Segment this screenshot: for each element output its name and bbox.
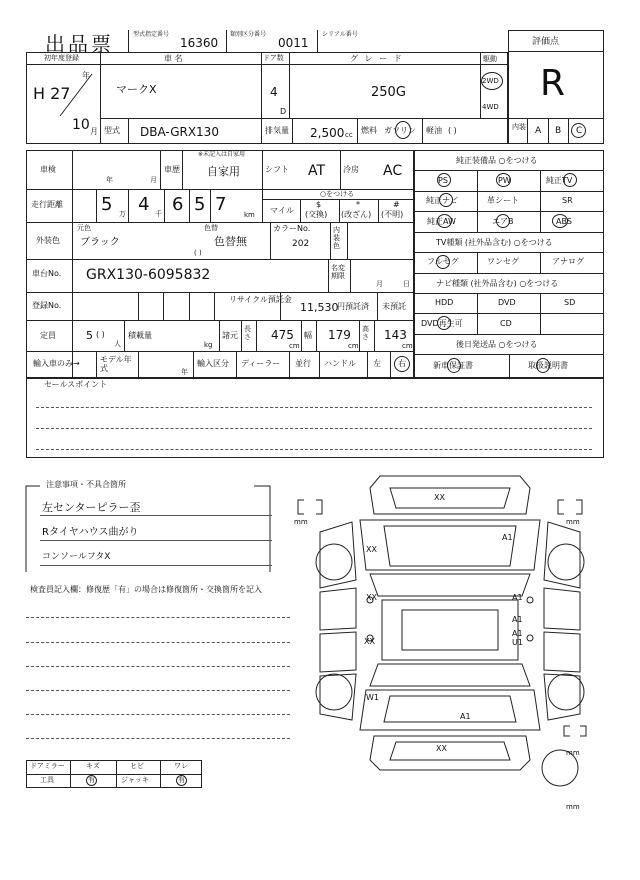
altered-symbol: * bbox=[356, 200, 360, 209]
equipment-leather: 革シート bbox=[487, 196, 519, 205]
displacement-label: 排気量 bbox=[265, 126, 289, 135]
registration-label: 登録No. bbox=[32, 301, 62, 310]
altered-label: (改ざん) bbox=[341, 210, 372, 219]
displacement-value: 2,500 bbox=[310, 126, 345, 140]
mileage-man-label: 万 bbox=[119, 210, 126, 218]
name-change-label: 名変期限 bbox=[331, 264, 345, 281]
color-number: 202 bbox=[292, 239, 310, 249]
import-dealer: ディーラー bbox=[241, 359, 281, 368]
navi-dvd-play: DVD再生可 bbox=[421, 319, 463, 328]
dimension-label: 諸元 bbox=[222, 331, 238, 340]
chassis-number: GRX130-6095832 bbox=[86, 267, 211, 283]
mileage-circle-note: ○をつける bbox=[320, 190, 355, 198]
equipment-navi-circle bbox=[439, 193, 453, 207]
interior-c: C bbox=[576, 126, 583, 136]
note-line-2: Rタイヤハウス曲がり bbox=[42, 527, 139, 538]
serial-number-label: シリアル番号 bbox=[322, 31, 358, 38]
width-label: 幅 bbox=[304, 331, 312, 340]
mile-label: マイル bbox=[270, 206, 294, 215]
note-line-3: コンソールフタX bbox=[42, 552, 111, 562]
equipment-ps-circle bbox=[437, 173, 451, 187]
damage-rear-bumper: XX bbox=[436, 744, 447, 753]
equipment-navi: 純正ナビ bbox=[426, 196, 458, 205]
equipment-aw-circle bbox=[437, 214, 452, 228]
unknown-label: (不明) bbox=[381, 210, 404, 219]
mileage-sen-label: 千 bbox=[155, 210, 162, 218]
name-change-day: 日 bbox=[403, 280, 410, 288]
mileage-label: 走行距離 bbox=[31, 200, 63, 209]
interior-a: A bbox=[535, 126, 542, 136]
mileage-unit: km bbox=[244, 211, 255, 219]
tv-fullseg: フルセグ bbox=[427, 257, 459, 266]
height-value: 143 bbox=[384, 328, 407, 342]
doors-label: ドア数 bbox=[263, 54, 284, 62]
length-unit: cm bbox=[289, 342, 300, 350]
category-number: 0011 bbox=[278, 36, 309, 50]
history-value: 自家用 bbox=[207, 165, 240, 178]
equipment-tv-circle bbox=[563, 173, 577, 187]
interior-c-circle bbox=[571, 123, 586, 138]
tools-label: 工具 bbox=[40, 776, 54, 784]
width-unit: cm bbox=[348, 342, 359, 350]
inspector-label: 検査員記入欄：修復歴「有」の場合は修復箇所・交換箇所を記入 bbox=[30, 585, 262, 594]
history-label: 車歴 bbox=[164, 165, 180, 174]
later-warranty-circle bbox=[447, 358, 461, 373]
handle-left: 左 bbox=[373, 359, 381, 368]
recycle-unit: 円預託済 bbox=[337, 302, 369, 311]
import-type-label: 輸入区分 bbox=[197, 359, 229, 368]
load-unit: kg bbox=[204, 341, 213, 349]
ac-value: AC bbox=[383, 163, 403, 179]
exchange-symbol: $ bbox=[316, 200, 322, 209]
damage-right-pillar: A1 bbox=[512, 615, 523, 624]
mileage-digit-4: 5 bbox=[194, 194, 206, 215]
grade-points-label: 評価点 bbox=[532, 37, 560, 47]
note-line-1: 左センターピラー歪 bbox=[42, 501, 141, 514]
first-registration-label: 初年度登録 bbox=[44, 54, 79, 62]
capacity-paren: ( ) bbox=[96, 330, 105, 339]
grade-value: 250G bbox=[371, 85, 406, 100]
damage-left-rear-door: XX bbox=[364, 637, 375, 646]
later-warranty: 新車保証書 bbox=[433, 361, 473, 370]
sales-point-label: セールスポイント bbox=[44, 380, 108, 389]
height-unit: cm bbox=[402, 342, 413, 350]
color-change-label: 色替 bbox=[204, 224, 218, 232]
tools-broken: ワレ bbox=[174, 762, 188, 770]
shaken-month-label: 月 bbox=[150, 176, 157, 184]
jack-present: 有 bbox=[178, 776, 185, 784]
name-change-month: 月 bbox=[376, 280, 383, 288]
tv-analog: アナログ bbox=[552, 257, 584, 266]
equipment-pw: PW bbox=[498, 176, 511, 185]
navi-dvd: DVD bbox=[498, 298, 516, 307]
capacity-value: 5 bbox=[86, 329, 93, 342]
mileage-digit-1: 5 bbox=[101, 194, 113, 215]
shaken-label: 車検 bbox=[40, 165, 56, 174]
mm-spare: mm bbox=[566, 803, 580, 811]
equipment-airbag-circle bbox=[496, 214, 510, 228]
tv-header: TV種類 (社外品含む) ○をつける bbox=[436, 238, 553, 247]
shaken-year-label: 年 bbox=[106, 176, 113, 184]
damage-right-rear-door: A1 U1 bbox=[512, 629, 523, 647]
import-parallel: 並行 bbox=[295, 359, 311, 368]
fuel-label: 燃料 bbox=[361, 126, 377, 135]
equipment-aw: 純正AW bbox=[427, 217, 456, 226]
type-label: 型式 bbox=[104, 126, 120, 135]
handle-right: 右 bbox=[398, 359, 406, 368]
category-number-label: 類別区分番号 bbox=[230, 31, 267, 38]
doors-value: 4 bbox=[270, 85, 278, 99]
jack-present-circle bbox=[176, 775, 187, 786]
model-year-unit: 年 bbox=[181, 368, 188, 376]
interior-b: B bbox=[555, 126, 562, 136]
damage-left-rear-fender: W1 bbox=[366, 693, 379, 702]
interior-label: 内装 bbox=[512, 123, 526, 131]
later-header: 後日発送品 ○をつける bbox=[456, 340, 538, 349]
color-change-value: 色替無 bbox=[214, 235, 247, 248]
later-manual: 取扱説明書 bbox=[528, 361, 568, 370]
mileage-digit-3: 6 bbox=[172, 194, 184, 215]
mileage-digit-2: 4 bbox=[138, 194, 150, 215]
handle-right-circle bbox=[394, 356, 410, 372]
length-value: 475 bbox=[271, 328, 294, 342]
first-reg-year-label: 年 bbox=[82, 71, 90, 80]
original-color-label: 元色 bbox=[77, 224, 91, 232]
shift-value: AT bbox=[308, 163, 326, 179]
displacement-unit: cc bbox=[345, 131, 353, 139]
width-value: 179 bbox=[328, 328, 351, 342]
tools-door-mirror: ドアミラー bbox=[30, 762, 65, 770]
original-color: ブラック bbox=[80, 237, 120, 248]
history-note: ※未記入は自家用 bbox=[198, 151, 246, 158]
type-value: DBA-GRX130 bbox=[140, 125, 219, 139]
later-manual-circle bbox=[536, 358, 550, 373]
import-label: 輸入車のみ→ bbox=[33, 359, 80, 368]
tv-fullseg-circle bbox=[436, 255, 450, 269]
car-name-label: 車 名 bbox=[164, 54, 183, 63]
notes-label: 注意事項・不具合箇所 bbox=[46, 480, 126, 489]
unknown-symbol: # bbox=[393, 200, 400, 209]
shift-label: シフト bbox=[265, 165, 289, 174]
tools-present-circle bbox=[86, 775, 97, 786]
color-number-label: カラーNo. bbox=[273, 224, 311, 233]
first-reg-era: H 27 bbox=[33, 84, 71, 103]
first-reg-month-label: 月 bbox=[90, 127, 98, 136]
mileage-digit-5: 7 bbox=[215, 194, 227, 215]
equipment-ps: PS bbox=[438, 176, 448, 185]
fuel-circle bbox=[395, 121, 411, 139]
car-name: マークX bbox=[116, 83, 157, 96]
fuel-other: ( ) bbox=[448, 126, 457, 135]
drive-label: 駆動 bbox=[483, 55, 497, 63]
navi-header: ナビ種類 (社外品含む) ○をつける bbox=[436, 279, 559, 288]
tools-crack: ヒビ bbox=[130, 762, 144, 770]
exterior-color-label: 外装色 bbox=[36, 236, 60, 245]
tools-scratch: キズ bbox=[86, 762, 100, 770]
recycle-label: リサイクル預託金 bbox=[229, 295, 292, 304]
equipment-airbag: エアB bbox=[492, 217, 514, 226]
equipment-sr: SR bbox=[562, 196, 573, 205]
equipment-abs: ABS bbox=[556, 217, 572, 226]
mm-left-mirror: mm bbox=[294, 518, 308, 526]
jack-label: ジャッキ bbox=[121, 776, 149, 784]
navi-sd: SD bbox=[564, 298, 576, 307]
equipment-header: 純正装備品 ○をつける bbox=[456, 156, 538, 165]
grade-label: グ レ ー ド bbox=[350, 54, 404, 63]
handle-label: ハンドル bbox=[324, 359, 356, 368]
equipment-tv: 純正TV bbox=[546, 176, 573, 185]
capacity-unit: 人 bbox=[114, 340, 121, 348]
sales-point-box bbox=[26, 378, 604, 458]
equipment-abs-circle bbox=[552, 214, 568, 228]
damage-right-front-fender: A1 bbox=[502, 533, 513, 542]
tools-present: 有 bbox=[88, 776, 95, 784]
ac-label: 冷房 bbox=[343, 165, 359, 174]
exchange-label: (交換) bbox=[305, 210, 328, 219]
first-reg-month: 10 bbox=[72, 117, 90, 133]
model-number-label: 型式指定番号 bbox=[133, 31, 170, 38]
equipment-pw-circle bbox=[496, 173, 511, 187]
recycle-amount: 11,530 bbox=[300, 301, 339, 314]
mm-right-mirror: mm bbox=[566, 518, 580, 526]
model-number: 16360 bbox=[180, 36, 219, 50]
model-year-label: モデル年式 bbox=[100, 355, 132, 374]
damage-right-front-door: A1 bbox=[512, 593, 523, 602]
recycle-unpaid: 未預託 bbox=[382, 302, 406, 311]
tv-oneseg: ワンセグ bbox=[487, 257, 519, 266]
color-change-paren: ( ) bbox=[194, 249, 202, 257]
damage-trunk: A1 bbox=[460, 712, 471, 721]
interior-color-label: 内装色 bbox=[333, 226, 340, 251]
load-label: 積載量 bbox=[128, 331, 152, 340]
navi-cd: CD bbox=[500, 319, 512, 328]
diesel-label: 軽油 bbox=[426, 126, 442, 135]
chassis-label: 車台No. bbox=[32, 269, 62, 278]
mm-rear: mm bbox=[566, 749, 580, 757]
sheet-title: 出品票 bbox=[45, 32, 114, 56]
drive-2wd: 2WD bbox=[482, 77, 499, 85]
height-label: 高さ bbox=[362, 325, 369, 342]
damage-left-front-door: XX bbox=[366, 593, 377, 602]
drive-4wd: 4WD bbox=[482, 103, 499, 111]
length-label: 長さ bbox=[244, 325, 251, 342]
fuel-gasoline: ガソリン bbox=[384, 126, 416, 135]
damage-front-bumper: XX bbox=[434, 493, 445, 502]
drive-2wd-circle bbox=[481, 72, 503, 90]
damage-hood-left: XX bbox=[366, 545, 377, 554]
navi-hdd: HDD bbox=[435, 298, 454, 307]
capacity-label: 定員 bbox=[40, 331, 56, 340]
grade-points-value: R bbox=[540, 63, 566, 104]
navi-dvd-play-circle bbox=[437, 316, 451, 330]
doors-type: D bbox=[280, 107, 287, 116]
